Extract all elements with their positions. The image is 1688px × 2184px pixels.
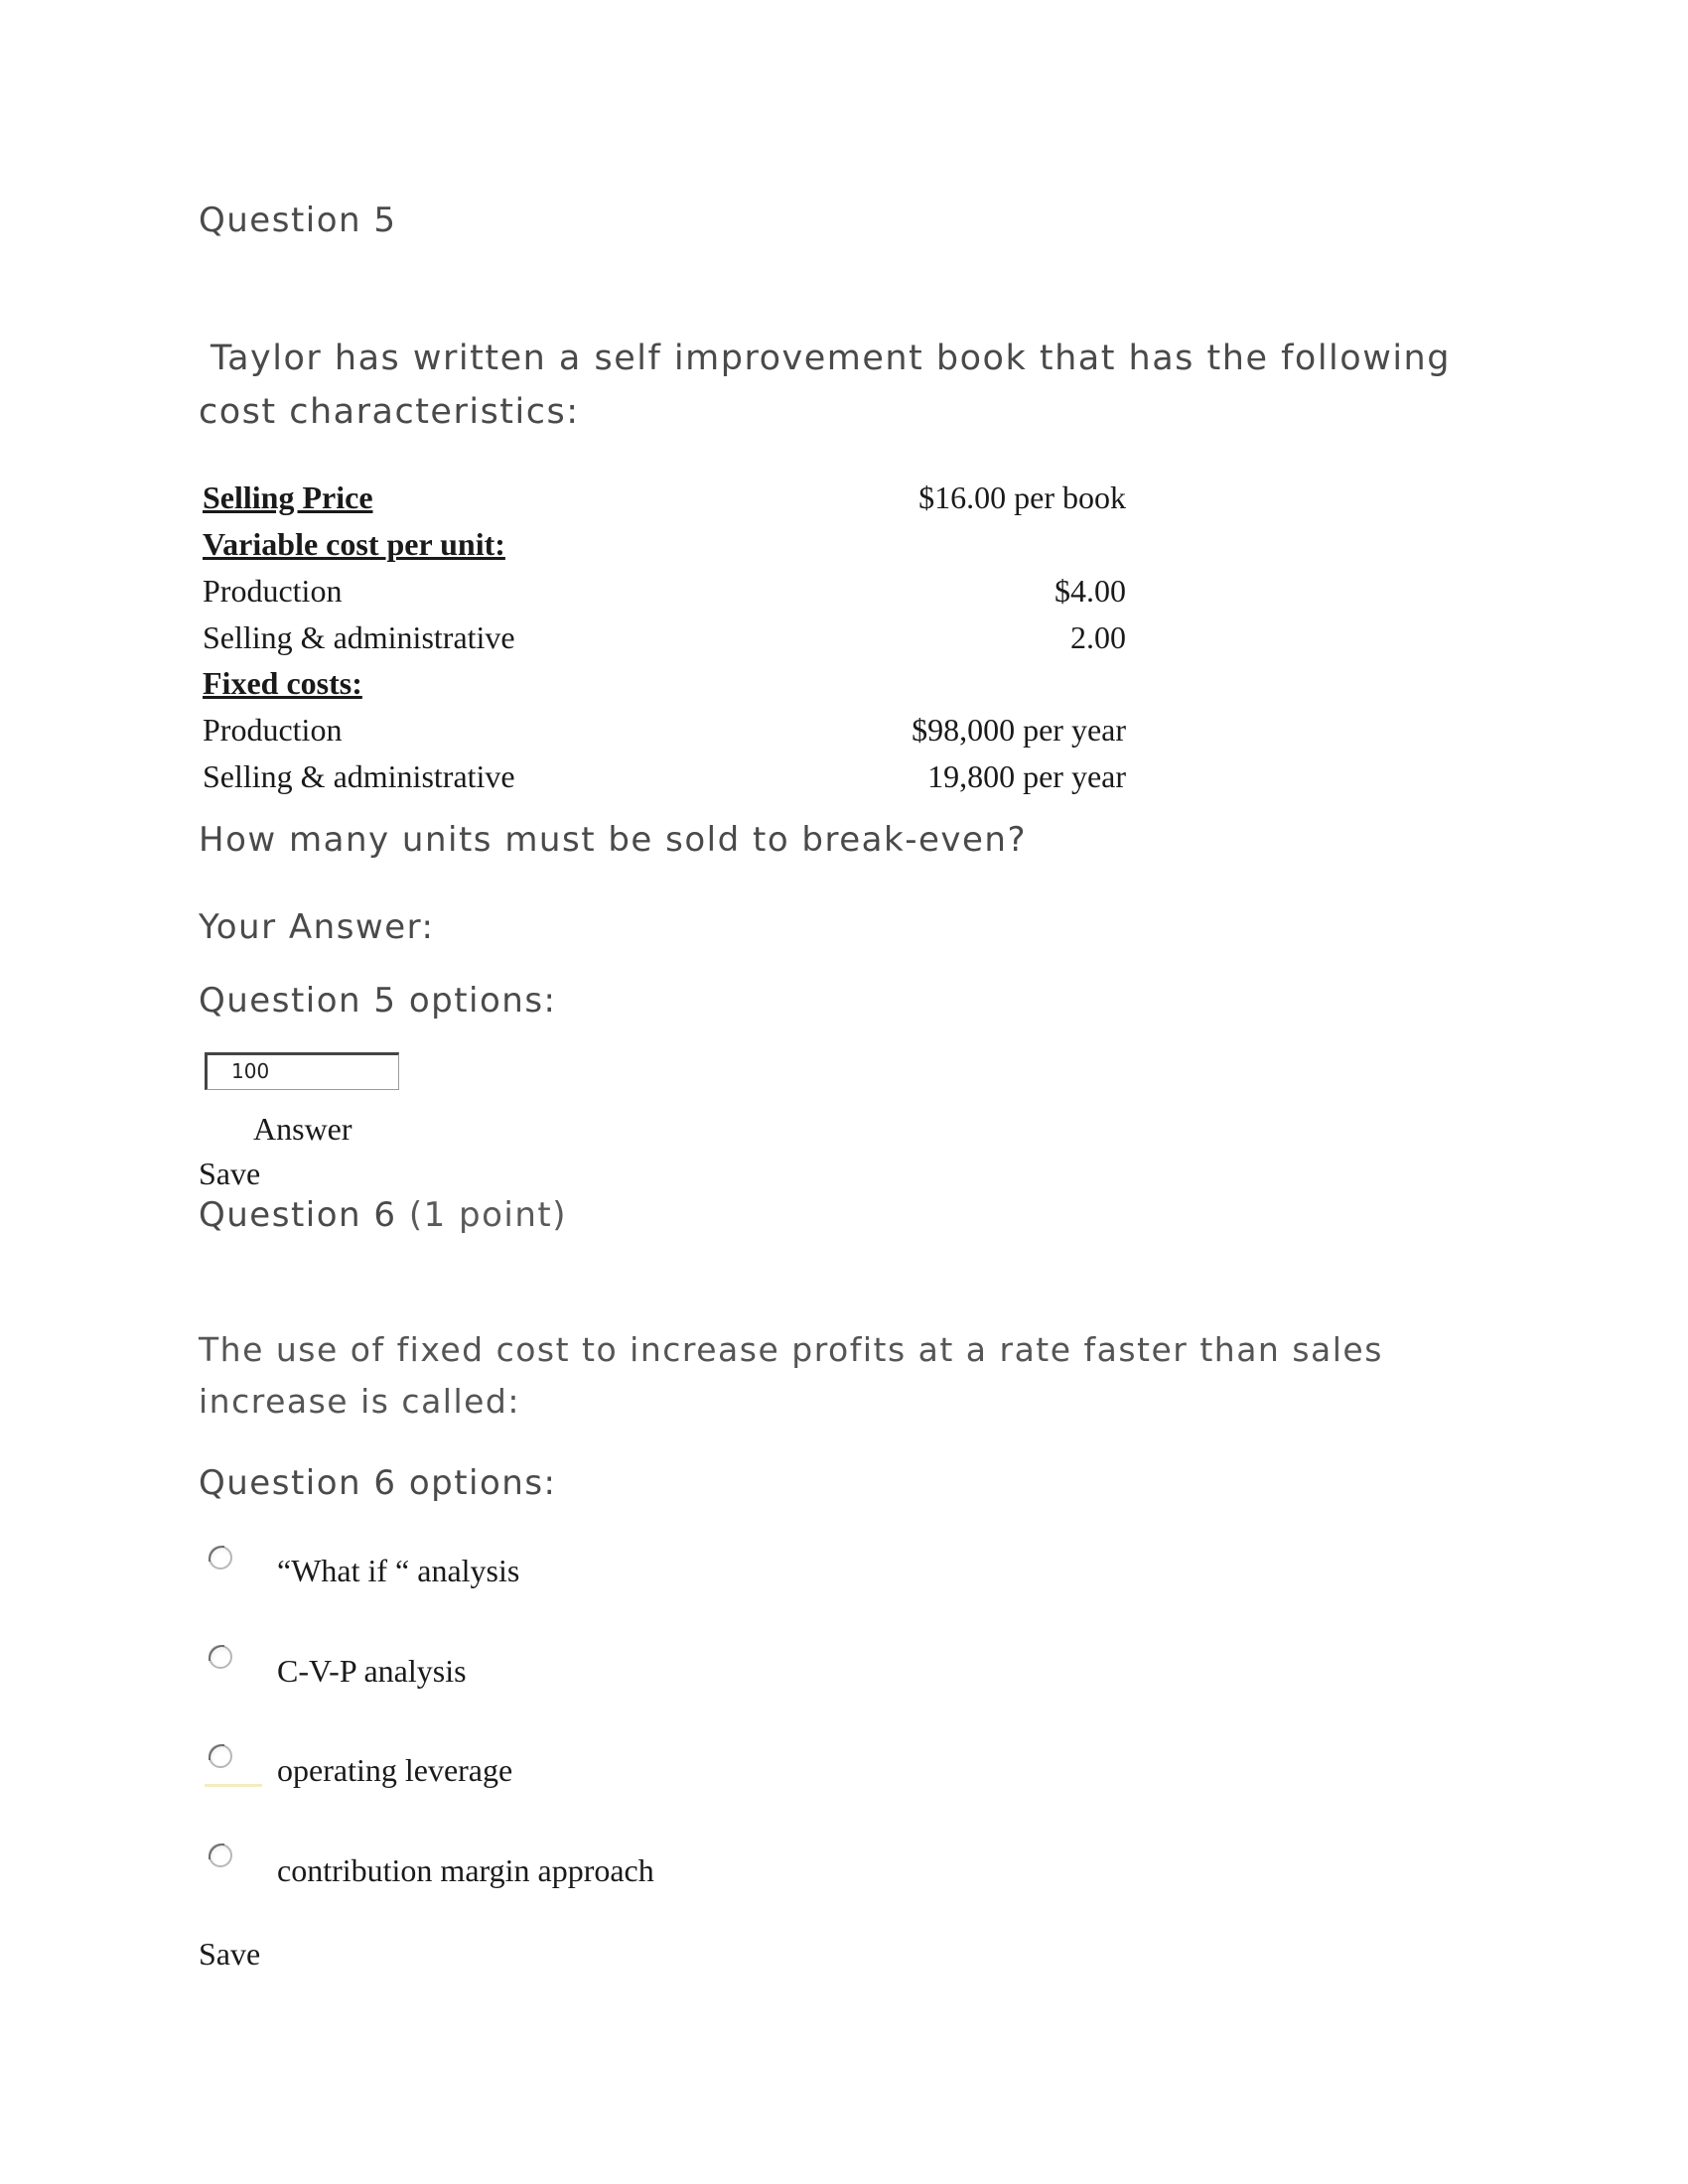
cost-row-variable-production bbox=[203, 573, 1126, 616]
variable-cost-heading: Variable cost per unit: bbox=[203, 526, 505, 562]
option-2-label[interactable]: C-V-P analysis bbox=[277, 1653, 467, 1689]
fixed-selling-label: Selling & administrative bbox=[203, 758, 515, 794]
focus-underline bbox=[205, 1784, 262, 1787]
cost-row-fixed-selling bbox=[203, 758, 1126, 802]
variable-selling-value: 2.00 bbox=[1070, 619, 1126, 655]
cost-row-variable-selling bbox=[203, 619, 1126, 663]
fixed-production-label: Production bbox=[203, 712, 343, 748]
variable-production-label: Production bbox=[203, 573, 343, 609]
question-5-options-label: Question 5 options: bbox=[199, 981, 557, 1021]
answer-input[interactable]: 100 bbox=[205, 1052, 399, 1090]
question-6-options-label: Question 6 options: bbox=[199, 1463, 557, 1503]
option-4-label[interactable]: contribution margin approach bbox=[277, 1852, 654, 1888]
selling-price-value: $16.00 per book bbox=[918, 479, 1126, 515]
question-6-text: The use of fixed cost to increase profits at a rate faster than sales increase is called: bbox=[199, 1330, 1383, 1421]
cost-row-fixed-heading bbox=[203, 665, 1126, 709]
radio-option-2[interactable] bbox=[209, 1645, 232, 1669]
question-6-header bbox=[199, 1195, 567, 1235]
fixed-cost-heading: Fixed costs: bbox=[203, 665, 362, 701]
variable-selling-label: Selling & administrative bbox=[203, 619, 515, 655]
answer-label: Answer bbox=[253, 1111, 352, 1147]
option-3-label[interactable]: operating leverage bbox=[277, 1752, 513, 1788]
question-5-text: Taylor has written a self improvement book that has the following cost characteristics: bbox=[199, 339, 1451, 432]
radio-option-3[interactable] bbox=[209, 1744, 232, 1768]
your-answer-label: Your Answer: bbox=[199, 907, 435, 947]
question-5-prompt: How many units must be sold to break-even? bbox=[199, 820, 1028, 860]
question-5-title: Question 5 bbox=[199, 201, 397, 240]
question-5-save-button[interactable]: Save bbox=[199, 1156, 261, 1191]
fixed-production-value: $98,000 per year bbox=[912, 712, 1126, 748]
cost-row-selling-price bbox=[203, 479, 1126, 523]
question-6-title: Question 6 bbox=[199, 1195, 397, 1235]
selling-price-label: Selling Price bbox=[203, 479, 373, 515]
variable-production-value: $4.00 bbox=[1055, 573, 1126, 609]
cost-row-variable-heading bbox=[203, 526, 1126, 570]
radio-option-1[interactable] bbox=[209, 1546, 232, 1570]
question-6-save-button[interactable]: Save bbox=[199, 1936, 261, 1972]
fixed-selling-value: 19,800 per year bbox=[927, 758, 1126, 794]
option-1-label[interactable]: “What if “ analysis bbox=[277, 1553, 520, 1588]
radio-option-4[interactable] bbox=[209, 1843, 232, 1867]
question-6-points: (1 point) bbox=[408, 1195, 568, 1235]
cost-row-fixed-production bbox=[203, 712, 1126, 755]
